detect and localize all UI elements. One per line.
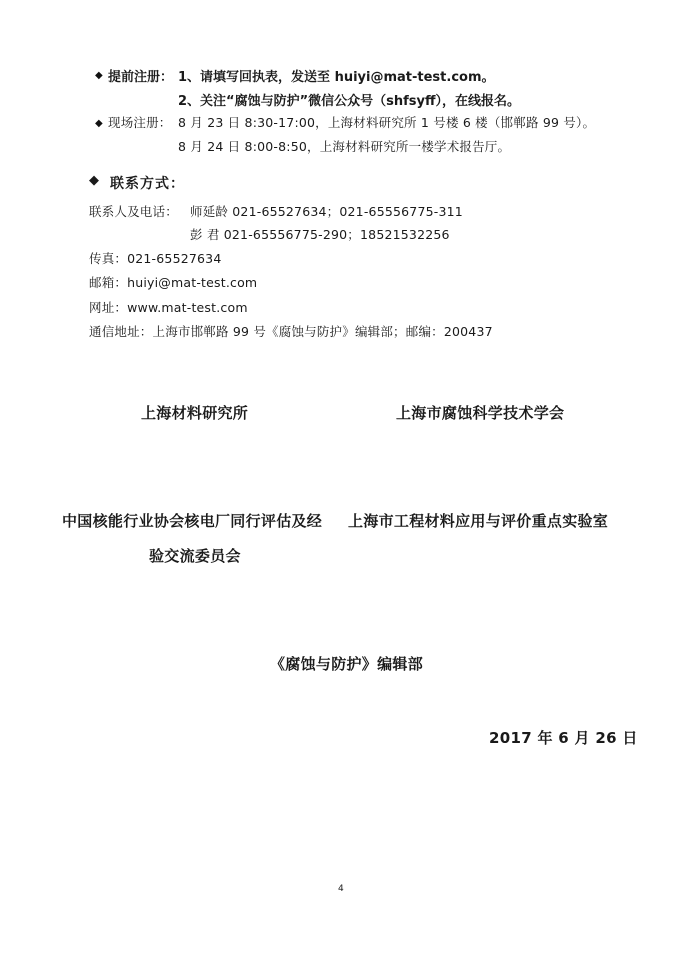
- contact-person-1: 师延龄 021-65527634；021-65556775-311: [190, 204, 463, 219]
- bullet-icon: ◆: [95, 70, 103, 81]
- bullet-icon: ◆: [95, 118, 103, 129]
- onsite-registration-line-1: 8 月 23 日 8:30-17:00，上海材料研究所 1 号楼 6 楼（邯郸路 99 号）。: [178, 115, 596, 130]
- organizer-4: 上海市工程材料应用与评价重点实验室: [348, 512, 609, 530]
- organizer-2: 上海市腐蚀科学技术学会: [396, 404, 565, 422]
- onsite-registration-line-2: 8 月 24 日 8:00-8:50，上海材料研究所一楼学术报告厅。: [178, 139, 511, 154]
- organizer-1: 上海材料研究所: [141, 404, 249, 422]
- organizer-3-line-2: 验交流委员会: [149, 547, 241, 565]
- contact-fax: 传真：021-65527634: [89, 251, 222, 266]
- onsite-registration-label: 现场注册：: [108, 115, 172, 130]
- page-number: 4: [338, 884, 344, 894]
- organizer-5: 《腐蚀与防护》编辑部: [270, 655, 424, 673]
- contact-person-label: 联系人及电话：: [89, 204, 178, 219]
- organizer-3-line-1: 中国核能行业协会核电厂同行评估及经: [62, 512, 323, 530]
- contact-heading: 联系方式：: [110, 176, 185, 192]
- diamond-icon: ◆: [89, 173, 100, 188]
- contact-website: 网址：www.mat-test.com: [89, 300, 248, 315]
- advance-registration-item-1: 1、请填写回执表，发送至 huiyi@mat-test.com。: [178, 70, 495, 85]
- contact-email: 邮箱：huiyi@mat-test.com: [89, 275, 258, 290]
- advance-registration-label: 提前注册：: [108, 70, 174, 85]
- issue-date: 2017 年 6 月 26 日: [489, 729, 638, 747]
- contact-person-2: 彭 君 021-65556775-290；18521532256: [190, 227, 450, 242]
- advance-registration-item-2: 2、关注“腐蚀与防护”微信公众号（shfsyff），在线报名。: [178, 94, 521, 109]
- contact-address: 通信地址：上海市邯郸路 99 号《腐蚀与防护》编辑部；邮编：200437: [89, 324, 493, 339]
